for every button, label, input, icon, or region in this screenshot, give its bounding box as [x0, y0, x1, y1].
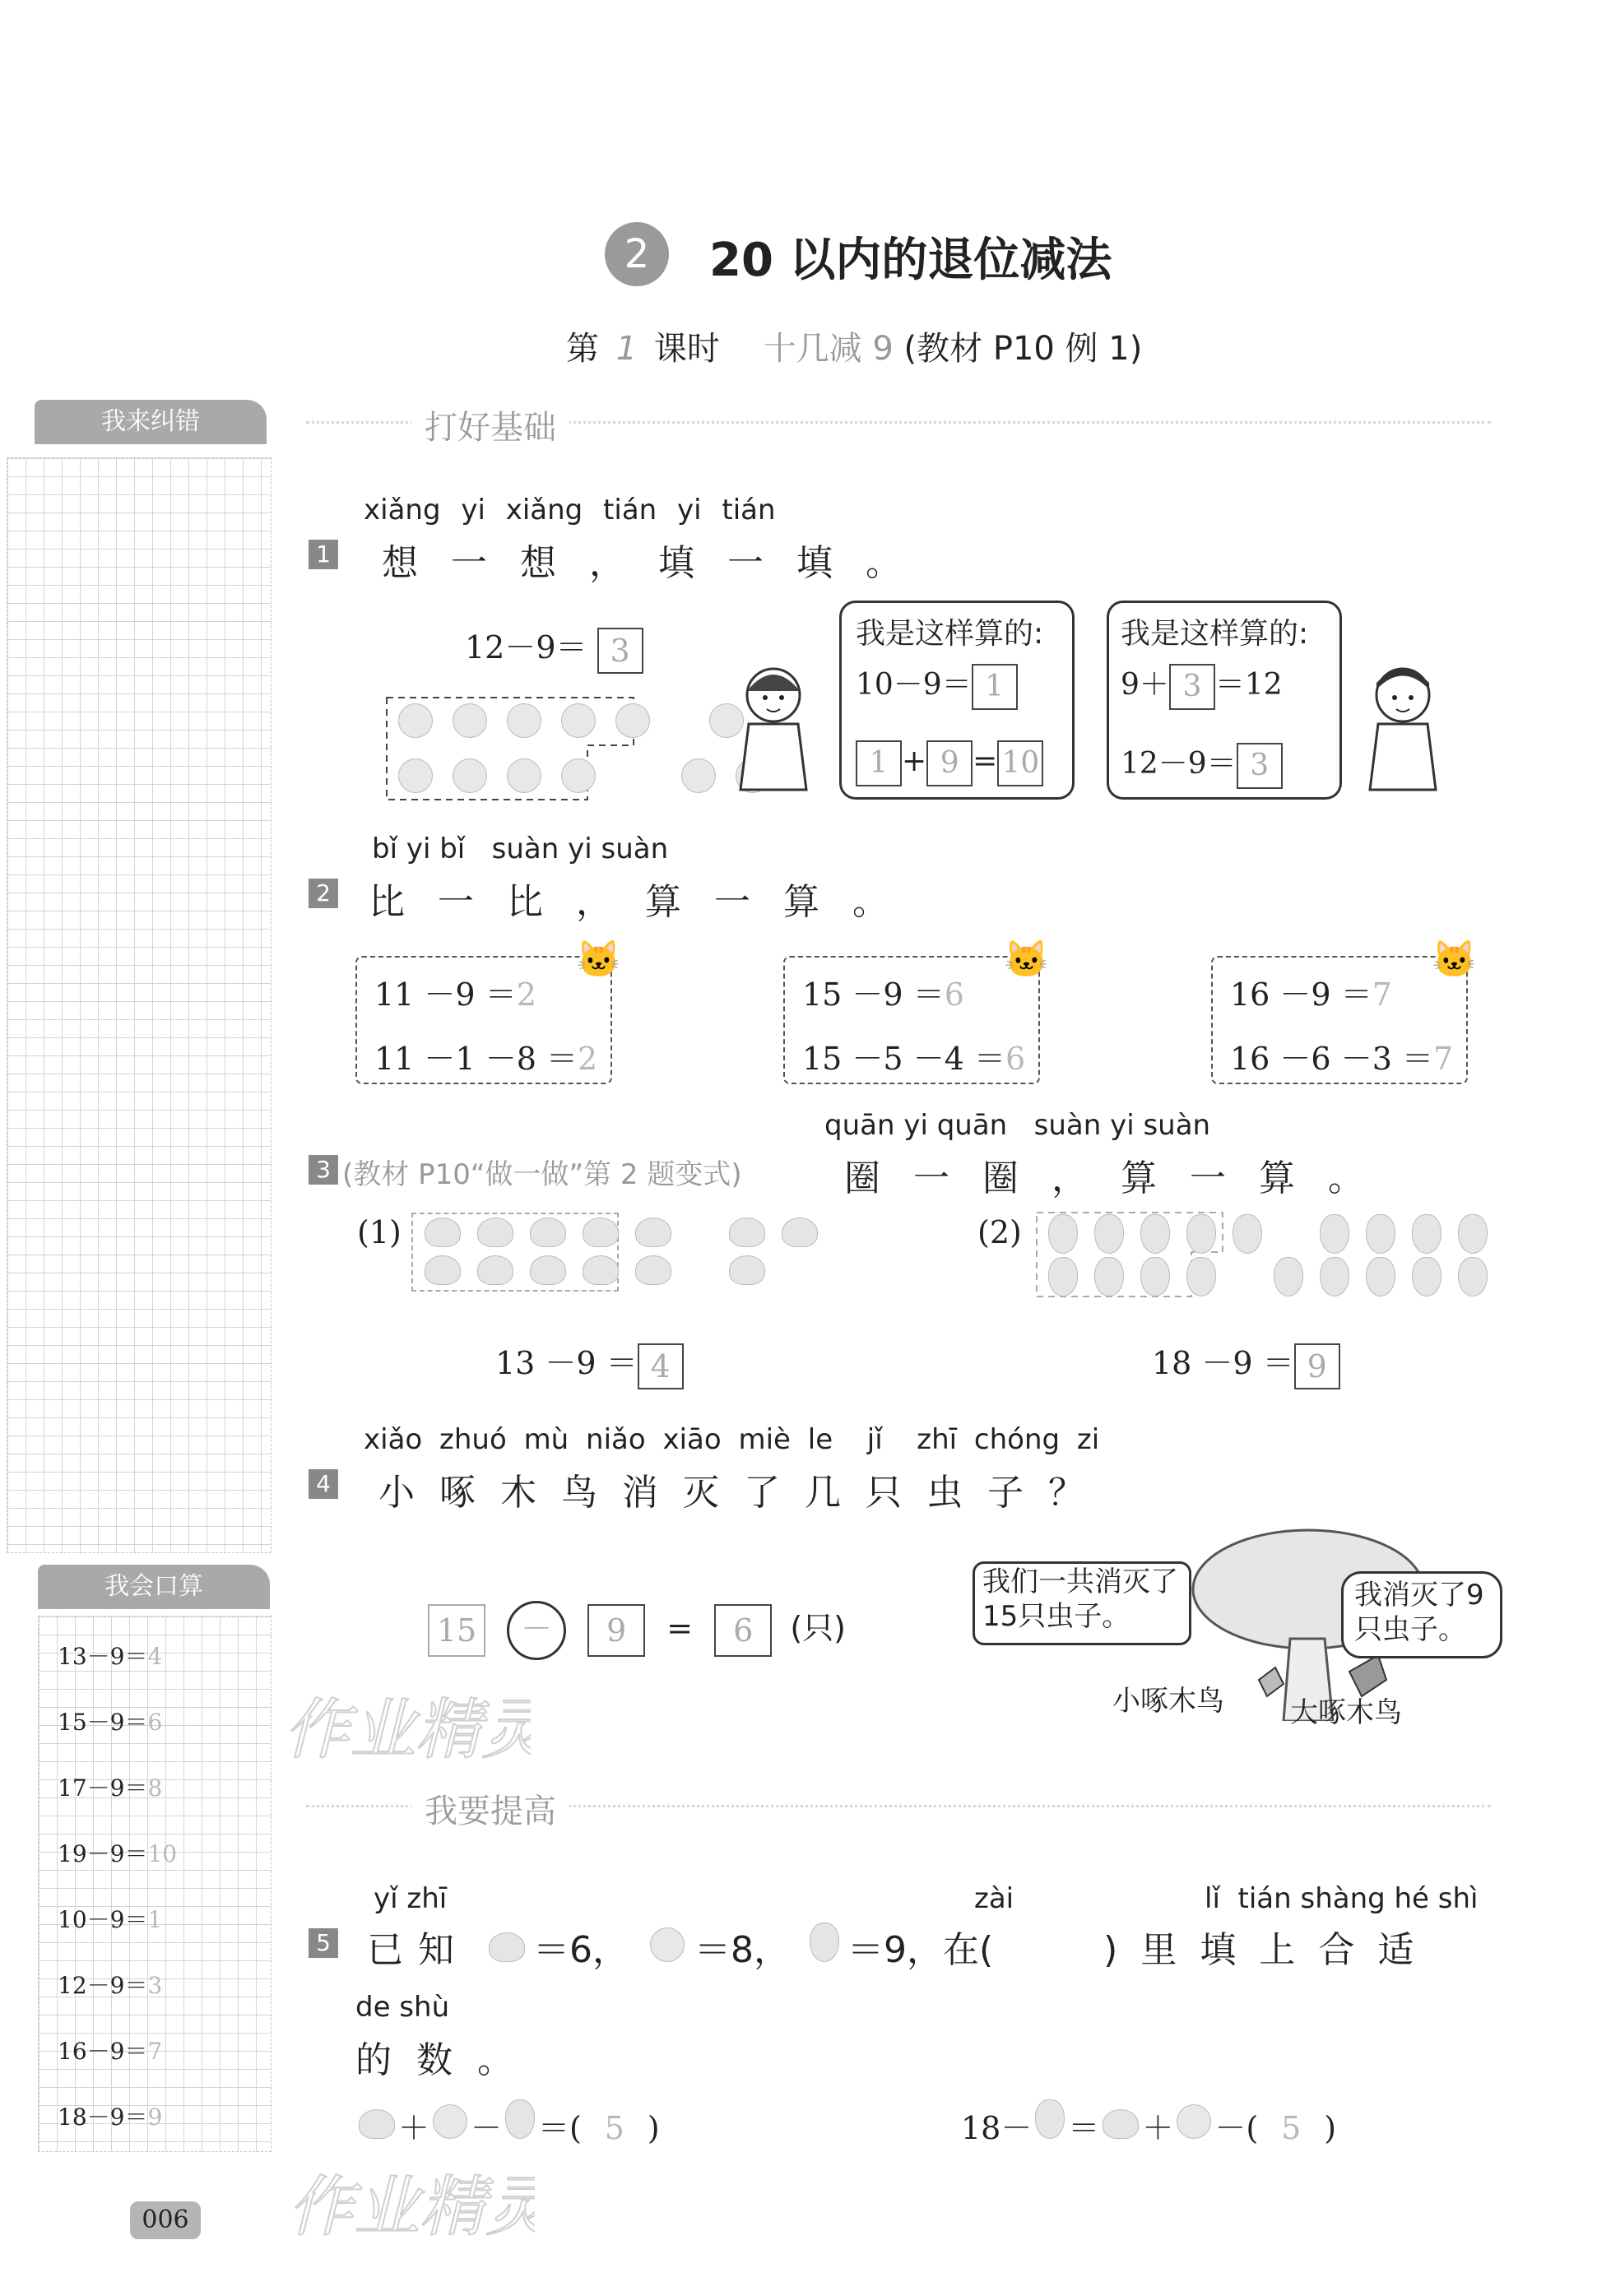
apple-icon — [650, 1927, 685, 1962]
big-bird-label: 大啄木鸟 — [1290, 1696, 1402, 1729]
q5-pinyin-b: zài — [974, 1882, 1014, 1915]
compare-line: 15 －5 －4 ＝6 — [802, 1041, 1026, 1077]
svg-text:作业精灵: 作业精灵 — [288, 2168, 535, 2245]
peach-icon — [1103, 2109, 1139, 2139]
compare-line: 11 －1 －8 ＝2 — [374, 1041, 598, 1077]
girl-illustration — [724, 658, 823, 801]
boy-illustration — [1353, 658, 1452, 801]
q3-reference: (教材 P10“做一做”第 2 题变式) — [342, 1158, 742, 1191]
peach-row — [416, 1218, 826, 1250]
section-title-basic: 打好基础 — [411, 401, 569, 448]
q2-text: 比一比，算一算。 — [369, 881, 922, 923]
peach-icon — [489, 1932, 525, 1962]
q4-pinyin: xiǎo zhuó mù niǎo xiāo miè le jǐ zhī chóng zi — [364, 1423, 1100, 1456]
pear-icon — [505, 2099, 535, 2139]
cat-icon: 🐱 — [576, 939, 621, 981]
compare-line: 16 －6 －3 ＝7 — [1230, 1041, 1454, 1077]
answer-box[interactable]: 3 — [1169, 664, 1215, 710]
q5-line: 已知 ＝6， ＝8， ＝9，在( )里填上合适 — [367, 1920, 1437, 1973]
oral-row: 19－9＝10 — [58, 1840, 178, 1867]
girl-equation-1: 10－9＝ 1 — [856, 661, 1018, 710]
q1-equation: 12－9＝ 3 — [465, 622, 643, 674]
watermark-logo — [288, 2164, 535, 2257]
unit-number: 2 — [624, 231, 650, 277]
q2-number: 2 — [309, 879, 338, 908]
q3-part1-label: (1) — [357, 1214, 402, 1250]
q3-pinyin: quān yi quān suàn yi suàn — [824, 1109, 1211, 1142]
corrections-grid — [7, 457, 272, 1553]
apple-icon — [433, 2104, 467, 2139]
apple-icon — [1177, 2104, 1211, 2139]
pear-row — [1040, 1257, 1496, 1300]
answer-blank[interactable]: 5 — [1281, 2110, 1302, 2146]
q5-number: 5 — [309, 1928, 338, 1958]
q5-pinyin-a: yǐ zhī — [374, 1882, 448, 1915]
apple-row — [388, 758, 780, 796]
answer-box[interactable]: 9 — [1294, 1343, 1340, 1389]
lesson-prefix: 第 — [566, 330, 599, 368]
unit-badge — [605, 222, 669, 286]
page-title: 20 以内的退位减法 — [709, 234, 1112, 287]
answer-box[interactable]: 6 — [714, 1604, 772, 1657]
lesson-reference: (教材 P10 例 1) — [903, 330, 1143, 368]
sidebar-tab-oral: 我会口算 — [38, 1565, 270, 1609]
q5-equation-2: 18－ ＝ ＋ －( 5 ) — [961, 2099, 1336, 2148]
q5-equation-1: ＋ － ＝( 5 ) — [355, 2099, 660, 2148]
cat-icon: 🐱 — [1432, 939, 1477, 981]
q4-equation: 15 － 9 = 6 (只) — [428, 1601, 846, 1660]
q5-pinyin-d: de shù — [355, 1991, 450, 2024]
oral-row: 10－9＝1 — [58, 1906, 163, 1933]
apple-row — [388, 703, 754, 741]
answer-box[interactable]: 3 — [597, 628, 643, 674]
section-title-improve: 我要提高 — [411, 1785, 569, 1832]
girl-equation-2: 1 + 9 = 10 — [856, 740, 1043, 786]
lesson-topic: 十几减 9 — [763, 330, 894, 368]
oral-row: 16－9＝7 — [58, 2038, 163, 2065]
q2-pinyin: bǐ yi bǐ suàn yi suàn — [372, 833, 669, 865]
answer-box[interactable]: 1 — [972, 664, 1018, 710]
svg-text:作业精灵: 作业精灵 — [284, 1691, 531, 1768]
q4-text: 小啄木鸟消灭了几只虫子？ — [378, 1472, 1109, 1514]
compare-line: 15 －9 ＝6 — [802, 976, 964, 1013]
q5-pinyin-c: lǐ tián shàng hé shì — [1205, 1882, 1479, 1915]
boy-equation-1: 9＋ 3 ＝12 — [1121, 661, 1283, 710]
page-number: 006 — [130, 2201, 201, 2239]
oral-row: 15－9＝6 — [58, 1709, 163, 1736]
peach-icon — [359, 2109, 395, 2139]
oral-row: 12－9＝3 — [58, 1972, 163, 1999]
lesson-number: 1 — [615, 330, 638, 368]
peach-row — [416, 1255, 773, 1288]
q3-part1-equation: 13 －9 ＝ 4 — [495, 1338, 684, 1389]
cat-icon: 🐱 — [1004, 939, 1049, 981]
watermark-logo — [284, 1686, 531, 1780]
boy-equation-2: 12－9＝ 3 — [1121, 740, 1283, 789]
oral-grid — [38, 1616, 272, 2152]
answer-box[interactable]: 3 — [1237, 743, 1283, 789]
boy-bubble-title: 我是这样算的: — [1121, 617, 1309, 651]
pear-icon — [810, 1923, 839, 1962]
small-bird-speech: 我们一共消灭了15只虫子。 — [982, 1565, 1178, 1633]
small-bird-label: 小啄木鸟 — [1112, 1685, 1224, 1718]
answer-box[interactable]: 1 — [856, 740, 902, 786]
q4-number: 4 — [309, 1469, 338, 1499]
big-bird-speech: 我消灭了9只虫子。 — [1354, 1579, 1484, 1646]
compare-line: 16 －9 ＝7 — [1230, 976, 1392, 1013]
q1-pinyin: xiǎng yi xiǎng tián yi tián — [364, 494, 776, 526]
q3-part2-equation: 18 －9 ＝ 9 — [1152, 1338, 1340, 1389]
q1-text: 想一想，填一填。 — [382, 542, 935, 584]
oral-row: 17－9＝8 — [58, 1774, 163, 1802]
operator-circle[interactable]: － — [507, 1601, 566, 1660]
q5-known: 已知 — [367, 1929, 469, 1971]
sidebar-tab-corrections: 我来纠错 — [35, 400, 267, 444]
q3-text: 圈一圈，算一算。 — [844, 1157, 1397, 1199]
q1-number: 1 — [309, 540, 338, 569]
oral-row: 13－9＝4 — [58, 1643, 163, 1670]
q5-text-tail: 的数。 — [355, 2039, 538, 2081]
answer-box[interactable]: 10 — [997, 740, 1043, 786]
answer-blank[interactable]: 5 — [604, 2110, 624, 2146]
pear-icon — [1035, 2099, 1065, 2139]
q3-part2-label: (2) — [977, 1214, 1022, 1250]
lesson-line — [566, 322, 1142, 369]
answer-box[interactable]: 9 — [926, 740, 973, 786]
oral-row: 18－9＝9 — [58, 2104, 163, 2131]
lesson-suffix: 课时 — [653, 330, 720, 368]
answer-box[interactable]: 4 — [638, 1343, 684, 1389]
answer-box[interactable]: 15 — [428, 1604, 485, 1657]
pear-row — [1040, 1214, 1496, 1257]
q3-number: 3 — [309, 1155, 338, 1185]
girl-bubble-title: 我是这样算的: — [856, 617, 1044, 651]
compare-line: 11 －9 ＝2 — [374, 976, 536, 1013]
answer-box[interactable]: 9 — [587, 1604, 645, 1657]
